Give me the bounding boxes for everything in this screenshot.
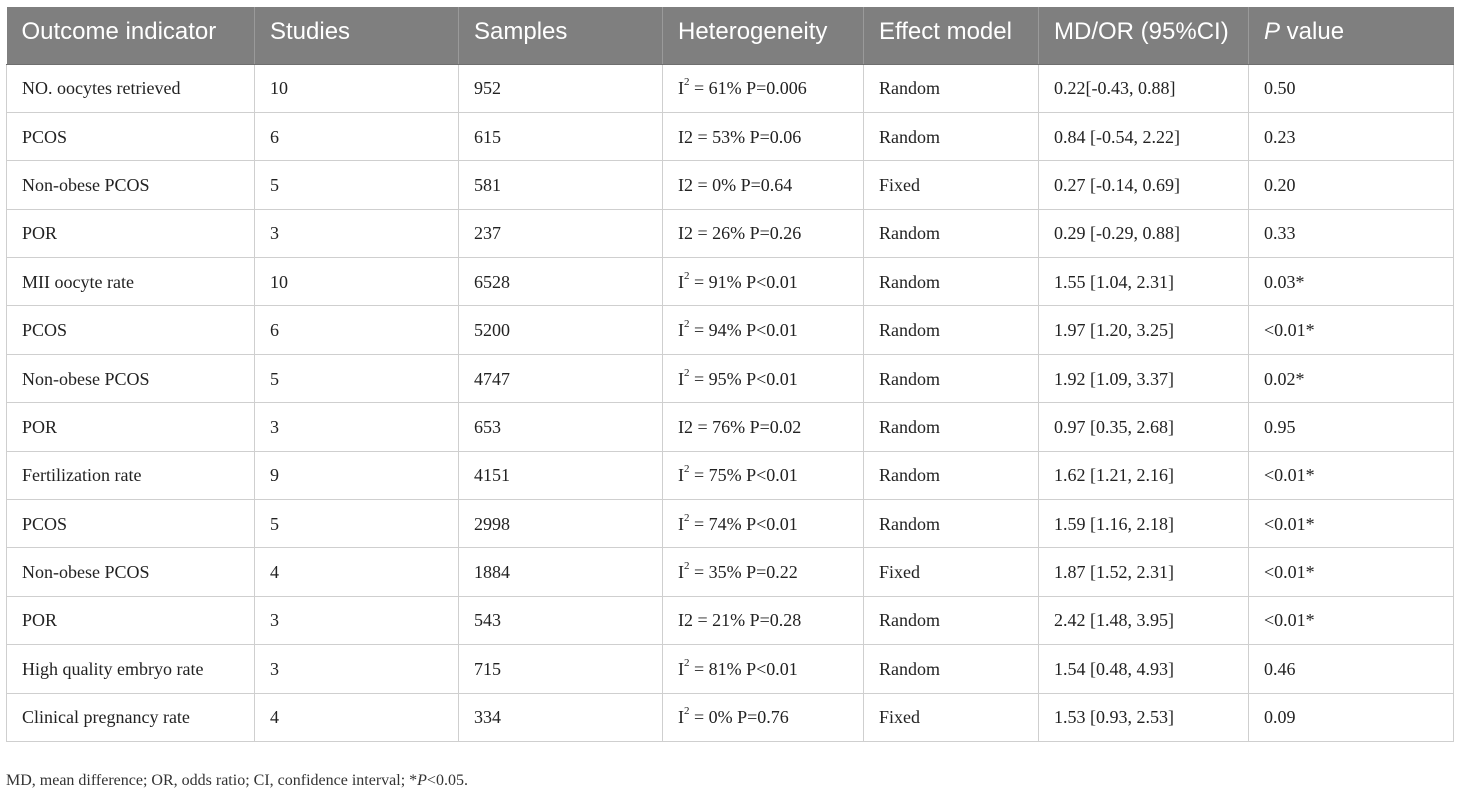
cell-p-value: <0.01*	[1249, 596, 1454, 644]
cell-outcome-indicator: Non-obese PCOS	[7, 354, 255, 402]
cell-md-or: 1.59 [1.16, 2.18]	[1039, 500, 1249, 548]
table-row	[7, 354, 1454, 402]
table-row	[7, 258, 1454, 306]
heterogeneity-prefix: I	[678, 707, 684, 728]
header-p-value-rest: value	[1280, 18, 1345, 45]
heterogeneity-prefix: I	[678, 78, 684, 99]
cell-md-or: 0.97 [0.35, 2.68]	[1039, 403, 1249, 451]
heterogeneity-prefix: I	[678, 562, 684, 583]
cell-effect-model: Random	[864, 258, 1039, 306]
cell-studies: 4	[255, 548, 459, 596]
cell-md-or: 1.92 [1.09, 3.37]	[1039, 354, 1249, 402]
cell-effect-model: Random	[864, 403, 1039, 451]
cell-samples: 4151	[459, 451, 663, 499]
cell-studies: 10	[255, 64, 459, 112]
cell-heterogeneity	[663, 209, 864, 257]
heterogeneity-prefix: I2 = 21% P=0.28	[678, 610, 802, 631]
heterogeneity-rest: = 74% P<0.01	[689, 513, 798, 534]
cell-md-or: 0.22[-0.43, 0.88]	[1039, 64, 1249, 112]
header-outcome-indicator: Outcome indicator	[7, 7, 255, 64]
table-row	[7, 596, 1454, 644]
cell-studies: 3	[255, 209, 459, 257]
table-row	[7, 161, 1454, 209]
cell-samples: 952	[459, 64, 663, 112]
cell-md-or: 1.87 [1.52, 2.31]	[1039, 548, 1249, 596]
cell-effect-model: Random	[864, 354, 1039, 402]
cell-outcome-indicator: Fertilization rate	[7, 451, 255, 499]
cell-studies: 10	[255, 258, 459, 306]
heterogeneity-rest: = 61% P=0.006	[689, 78, 807, 99]
cell-md-or: 0.27 [-0.14, 0.69]	[1039, 161, 1249, 209]
cell-p-value: 0.20	[1249, 161, 1454, 209]
cell-heterogeneity	[663, 64, 864, 112]
cell-heterogeneity	[663, 596, 864, 644]
heterogeneity-superscript: 2	[684, 705, 690, 718]
cell-p-value: 0.33	[1249, 209, 1454, 257]
table-row	[7, 306, 1454, 354]
footnote-text: MD, mean difference; OR, odds ratio; CI, confidence interval; *	[6, 772, 418, 789]
heterogeneity-superscript: 2	[684, 366, 690, 379]
cell-p-value: 0.09	[1249, 693, 1454, 741]
header-row	[7, 7, 1454, 64]
cell-heterogeneity	[663, 403, 864, 451]
heterogeneity-superscript: 2	[684, 511, 690, 524]
cell-samples: 615	[459, 112, 663, 160]
cell-effect-model: Random	[864, 596, 1039, 644]
table-row	[7, 64, 1454, 112]
cell-heterogeneity	[663, 258, 864, 306]
meta-analysis-results-table	[6, 7, 1454, 742]
cell-md-or: 0.29 [-0.29, 0.88]	[1039, 209, 1249, 257]
cell-samples: 1884	[459, 548, 663, 596]
cell-outcome-indicator: High quality embryo rate	[7, 645, 255, 693]
cell-heterogeneity	[663, 500, 864, 548]
header-p-value	[1249, 7, 1454, 64]
heterogeneity-superscript: 2	[684, 656, 690, 669]
cell-outcome-indicator: PCOS	[7, 112, 255, 160]
cell-md-or: 1.62 [1.21, 2.16]	[1039, 451, 1249, 499]
table-row	[7, 500, 1454, 548]
cell-heterogeneity	[663, 306, 864, 354]
heterogeneity-prefix: I2 = 53% P=0.06	[678, 126, 802, 147]
cell-samples: 5200	[459, 306, 663, 354]
heterogeneity-prefix: I	[678, 368, 684, 389]
heterogeneity-rest: = 35% P=0.22	[689, 562, 798, 583]
cell-studies: 3	[255, 645, 459, 693]
cell-effect-model: Fixed	[864, 693, 1039, 741]
cell-studies: 3	[255, 596, 459, 644]
cell-effect-model: Random	[864, 306, 1039, 354]
cell-outcome-indicator: Non-obese PCOS	[7, 548, 255, 596]
table-body	[7, 64, 1454, 741]
heterogeneity-prefix: I	[678, 513, 684, 534]
cell-outcome-indicator: NO. oocytes retrieved	[7, 64, 255, 112]
cell-md-or: 1.97 [1.20, 3.25]	[1039, 306, 1249, 354]
cell-outcome-indicator: POR	[7, 209, 255, 257]
table-footnote	[6, 771, 468, 791]
heterogeneity-rest: = 94% P<0.01	[689, 320, 798, 341]
table-row	[7, 112, 1454, 160]
header-studies: Studies	[255, 7, 459, 64]
cell-studies: 4	[255, 693, 459, 741]
cell-p-value: <0.01*	[1249, 500, 1454, 548]
table-row	[7, 451, 1454, 499]
heterogeneity-prefix: I	[678, 271, 684, 292]
cell-effect-model: Random	[864, 500, 1039, 548]
heterogeneity-prefix: I2 = 76% P=0.02	[678, 416, 802, 437]
cell-p-value: <0.01*	[1249, 451, 1454, 499]
cell-samples: 653	[459, 403, 663, 451]
table-row	[7, 548, 1454, 596]
cell-outcome-indicator: Non-obese PCOS	[7, 161, 255, 209]
cell-studies: 6	[255, 306, 459, 354]
table-row	[7, 403, 1454, 451]
cell-studies: 5	[255, 500, 459, 548]
heterogeneity-prefix: I2 = 26% P=0.26	[678, 223, 802, 244]
cell-p-value: 0.23	[1249, 112, 1454, 160]
cell-p-value: 0.95	[1249, 403, 1454, 451]
heterogeneity-rest: = 81% P<0.01	[689, 658, 798, 679]
heterogeneity-prefix: I	[678, 658, 684, 679]
cell-p-value: 0.46	[1249, 645, 1454, 693]
cell-heterogeneity	[663, 112, 864, 160]
cell-samples: 2998	[459, 500, 663, 548]
cell-studies: 5	[255, 354, 459, 402]
heterogeneity-prefix: I	[678, 320, 684, 341]
cell-p-value: <0.01*	[1249, 548, 1454, 596]
cell-samples: 4747	[459, 354, 663, 402]
cell-effect-model: Random	[864, 451, 1039, 499]
cell-heterogeneity	[663, 693, 864, 741]
cell-samples: 715	[459, 645, 663, 693]
cell-samples: 237	[459, 209, 663, 257]
heterogeneity-prefix: I2 = 0% P=0.64	[678, 174, 793, 195]
cell-md-or: 1.54 [0.48, 4.93]	[1039, 645, 1249, 693]
heterogeneity-rest: = 75% P<0.01	[689, 465, 798, 486]
heterogeneity-superscript: 2	[684, 318, 690, 331]
cell-effect-model: Random	[864, 112, 1039, 160]
cell-md-or: 1.55 [1.04, 2.31]	[1039, 258, 1249, 306]
table-row	[7, 693, 1454, 741]
heterogeneity-superscript: 2	[684, 560, 690, 573]
cell-heterogeneity	[663, 645, 864, 693]
header-p-letter: P	[1264, 18, 1281, 45]
cell-samples: 543	[459, 596, 663, 644]
cell-effect-model: Random	[864, 209, 1039, 257]
cell-samples: 581	[459, 161, 663, 209]
cell-p-value: 0.03*	[1249, 258, 1454, 306]
cell-studies: 6	[255, 112, 459, 160]
heterogeneity-prefix: I	[678, 465, 684, 486]
header-heterogeneity: Heterogeneity	[663, 7, 864, 64]
cell-md-or: 0.84 [-0.54, 2.22]	[1039, 112, 1249, 160]
cell-samples: 6528	[459, 258, 663, 306]
cell-outcome-indicator: POR	[7, 403, 255, 451]
footnote-tail: <0.05.	[426, 772, 468, 789]
cell-outcome-indicator: PCOS	[7, 500, 255, 548]
heterogeneity-superscript: 2	[684, 463, 690, 476]
cell-outcome-indicator: Clinical pregnancy rate	[7, 693, 255, 741]
table-header	[7, 7, 1454, 64]
results-table-container	[6, 7, 1453, 742]
header-md-or: MD/OR (95%CI)	[1039, 7, 1249, 64]
table-row	[7, 645, 1454, 693]
heterogeneity-rest: = 95% P<0.01	[689, 368, 798, 389]
header-samples: Samples	[459, 7, 663, 64]
cell-heterogeneity	[663, 161, 864, 209]
cell-effect-model: Fixed	[864, 161, 1039, 209]
cell-heterogeneity	[663, 354, 864, 402]
cell-studies: 5	[255, 161, 459, 209]
cell-md-or: 1.53 [0.93, 2.53]	[1039, 693, 1249, 741]
table-row	[7, 209, 1454, 257]
cell-p-value: 0.50	[1249, 64, 1454, 112]
cell-outcome-indicator: POR	[7, 596, 255, 644]
header-effect-model: Effect model	[864, 7, 1039, 64]
cell-effect-model: Fixed	[864, 548, 1039, 596]
heterogeneity-superscript: 2	[684, 76, 690, 89]
heterogeneity-superscript: 2	[684, 269, 690, 282]
cell-outcome-indicator: MII oocyte rate	[7, 258, 255, 306]
cell-p-value: <0.01*	[1249, 306, 1454, 354]
footnote-p-letter: P	[417, 772, 427, 789]
cell-outcome-indicator: PCOS	[7, 306, 255, 354]
heterogeneity-rest: = 0% P=0.76	[689, 707, 789, 728]
cell-effect-model: Random	[864, 64, 1039, 112]
cell-heterogeneity	[663, 548, 864, 596]
cell-md-or: 2.42 [1.48, 3.95]	[1039, 596, 1249, 644]
cell-studies: 9	[255, 451, 459, 499]
heterogeneity-rest: = 91% P<0.01	[689, 271, 798, 292]
cell-samples: 334	[459, 693, 663, 741]
cell-p-value: 0.02*	[1249, 354, 1454, 402]
cell-studies: 3	[255, 403, 459, 451]
cell-heterogeneity	[663, 451, 864, 499]
cell-effect-model: Random	[864, 645, 1039, 693]
